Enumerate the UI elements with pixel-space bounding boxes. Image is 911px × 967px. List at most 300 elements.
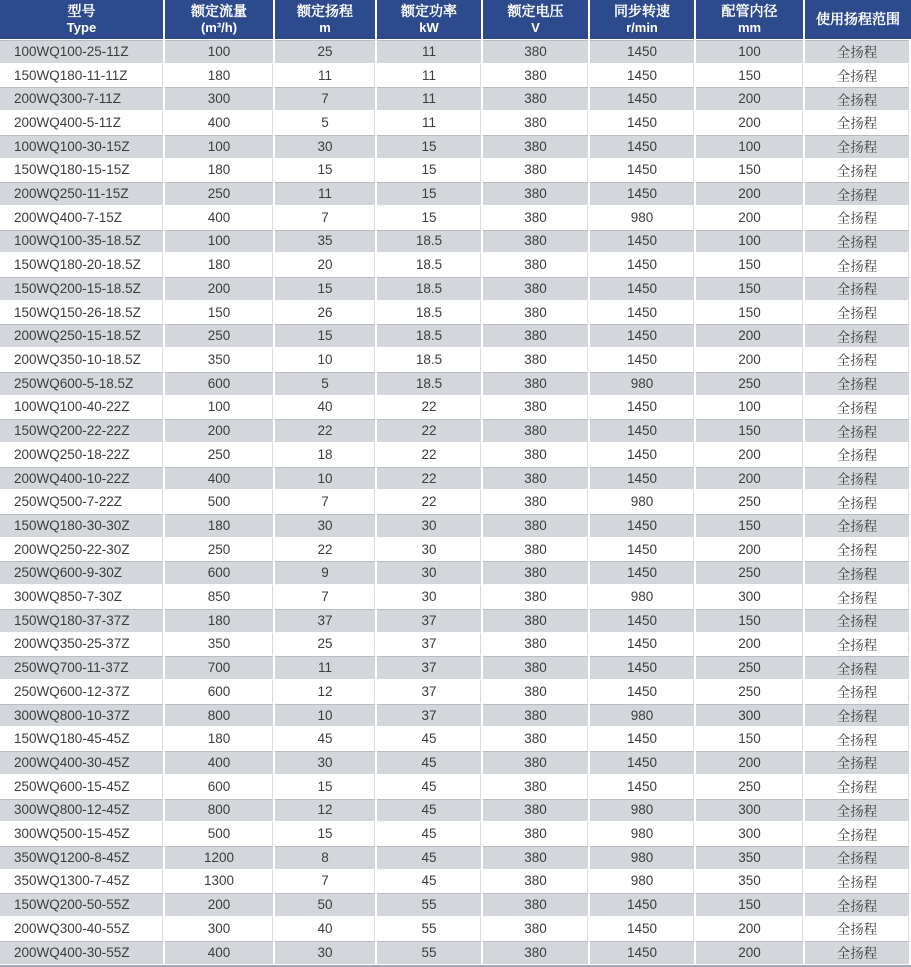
cell-range: 全扬程 xyxy=(805,372,911,396)
table-row xyxy=(0,751,911,775)
cell-range: 全扬程 xyxy=(805,656,911,680)
cell-flow: 350 xyxy=(165,633,275,657)
cell-voltage: 380 xyxy=(483,704,590,728)
column-header-voltage xyxy=(483,0,590,40)
table-row xyxy=(0,585,911,609)
cell-speed: 1450 xyxy=(590,751,696,775)
cell-model: 100WQ100-35-18.5Z xyxy=(0,230,165,254)
header-unit: r/min xyxy=(626,20,658,36)
cell-speed: 1450 xyxy=(590,324,696,348)
cell-voltage: 380 xyxy=(483,656,590,680)
table-row xyxy=(0,538,911,562)
table-row xyxy=(0,301,911,325)
cell-flow: 180 xyxy=(165,727,275,751)
table-row xyxy=(0,396,911,420)
cell-range: 全扬程 xyxy=(805,941,911,965)
cell-power: 37 xyxy=(377,704,483,728)
cell-model: 200WQ250-15-18.5Z xyxy=(0,324,165,348)
cell-power: 45 xyxy=(377,822,483,846)
cell-voltage: 380 xyxy=(483,751,590,775)
cell-power: 11 xyxy=(377,87,483,111)
cell-power: 22 xyxy=(377,467,483,491)
cell-voltage: 380 xyxy=(483,111,590,135)
cell-flow: 180 xyxy=(165,609,275,633)
cell-speed: 1450 xyxy=(590,561,696,585)
cell-head: 15 xyxy=(275,822,377,846)
cell-pipe: 200 xyxy=(696,467,805,491)
cell-flow: 300 xyxy=(165,87,275,111)
cell-flow: 200 xyxy=(165,277,275,301)
column-header-speed xyxy=(590,0,696,40)
cell-flow: 180 xyxy=(165,159,275,183)
cell-model: 250WQ600-9-30Z xyxy=(0,561,165,585)
cell-speed: 1450 xyxy=(590,680,696,704)
cell-model: 150WQ180-11-11Z xyxy=(0,64,165,88)
cell-pipe: 300 xyxy=(696,585,805,609)
cell-pipe: 200 xyxy=(696,538,805,562)
cell-speed: 1450 xyxy=(590,656,696,680)
cell-speed: 1450 xyxy=(590,396,696,420)
cell-voltage: 380 xyxy=(483,135,590,159)
cell-power: 11 xyxy=(377,64,483,88)
column-header-flow xyxy=(165,0,275,40)
cell-head: 7 xyxy=(275,206,377,230)
cell-pipe: 150 xyxy=(696,159,805,183)
header-label: 使用扬程范围 xyxy=(816,11,900,28)
cell-power: 22 xyxy=(377,490,483,514)
cell-range: 全扬程 xyxy=(805,40,911,64)
cell-pipe: 200 xyxy=(696,941,805,965)
column-header-model xyxy=(0,0,165,40)
table-row xyxy=(0,348,911,372)
cell-pipe: 200 xyxy=(696,443,805,467)
cell-range: 全扬程 xyxy=(805,253,911,277)
cell-head: 8 xyxy=(275,846,377,870)
cell-speed: 1450 xyxy=(590,135,696,159)
table-row xyxy=(0,846,911,870)
cell-power: 37 xyxy=(377,609,483,633)
cell-voltage: 380 xyxy=(483,467,590,491)
cell-voltage: 380 xyxy=(483,372,590,396)
cell-speed: 980 xyxy=(590,490,696,514)
cell-head: 30 xyxy=(275,751,377,775)
cell-voltage: 380 xyxy=(483,40,590,64)
table-row xyxy=(0,277,911,301)
cell-head: 11 xyxy=(275,182,377,206)
column-header-head xyxy=(275,0,377,40)
cell-power: 18.5 xyxy=(377,301,483,325)
table-row xyxy=(0,941,911,965)
cell-model: 100WQ100-40-22Z xyxy=(0,396,165,420)
cell-flow: 180 xyxy=(165,64,275,88)
header-label: 额定电压 xyxy=(507,2,564,19)
cell-flow: 350 xyxy=(165,348,275,372)
cell-speed: 980 xyxy=(590,870,696,894)
cell-pipe: 200 xyxy=(696,87,805,111)
cell-speed: 1450 xyxy=(590,419,696,443)
cell-head: 5 xyxy=(275,372,377,396)
cell-range: 全扬程 xyxy=(805,159,911,183)
cell-head: 20 xyxy=(275,253,377,277)
cell-pipe: 300 xyxy=(696,704,805,728)
table-row xyxy=(0,917,911,941)
cell-range: 全扬程 xyxy=(805,917,911,941)
cell-voltage: 380 xyxy=(483,419,590,443)
cell-range: 全扬程 xyxy=(805,893,911,917)
header-label: 同步转速 xyxy=(614,2,670,19)
cell-power: 18.5 xyxy=(377,253,483,277)
table-row xyxy=(0,253,911,277)
cell-voltage: 380 xyxy=(483,182,590,206)
table-row xyxy=(0,467,911,491)
cell-range: 全扬程 xyxy=(805,301,911,325)
column-header-range xyxy=(805,0,911,40)
cell-head: 15 xyxy=(275,159,377,183)
cell-range: 全扬程 xyxy=(805,775,911,799)
cell-model: 200WQ400-7-15Z xyxy=(0,206,165,230)
cell-model: 300WQ500-15-45Z xyxy=(0,822,165,846)
cell-pipe: 150 xyxy=(696,727,805,751)
cell-flow: 150 xyxy=(165,301,275,325)
cell-pipe: 150 xyxy=(696,301,805,325)
cell-power: 37 xyxy=(377,656,483,680)
cell-model: 150WQ180-30-30Z xyxy=(0,514,165,538)
cell-range: 全扬程 xyxy=(805,514,911,538)
cell-speed: 980 xyxy=(590,822,696,846)
table-row xyxy=(0,490,911,514)
cell-power: 18.5 xyxy=(377,372,483,396)
header-label: 额定流量 xyxy=(191,2,247,19)
cell-flow: 100 xyxy=(165,135,275,159)
cell-voltage: 380 xyxy=(483,680,590,704)
header-unit: m xyxy=(319,20,331,36)
cell-flow: 600 xyxy=(165,680,275,704)
cell-head: 7 xyxy=(275,870,377,894)
cell-pipe: 250 xyxy=(696,490,805,514)
cell-range: 全扬程 xyxy=(805,538,911,562)
cell-pipe: 150 xyxy=(696,253,805,277)
cell-speed: 1450 xyxy=(590,64,696,88)
table-row xyxy=(0,87,911,111)
cell-voltage: 380 xyxy=(483,159,590,183)
cell-voltage: 380 xyxy=(483,253,590,277)
cell-pipe: 250 xyxy=(696,680,805,704)
table-row xyxy=(0,799,911,823)
table-row xyxy=(0,727,911,751)
cell-flow: 250 xyxy=(165,538,275,562)
table-row xyxy=(0,609,911,633)
cell-speed: 1450 xyxy=(590,87,696,111)
cell-speed: 1450 xyxy=(590,893,696,917)
table-row xyxy=(0,230,911,254)
cell-speed: 1450 xyxy=(590,348,696,372)
table-row xyxy=(0,324,911,348)
table-header xyxy=(0,0,911,40)
cell-pipe: 200 xyxy=(696,348,805,372)
table-row xyxy=(0,419,911,443)
cell-speed: 980 xyxy=(590,799,696,823)
cell-head: 15 xyxy=(275,775,377,799)
cell-power: 22 xyxy=(377,419,483,443)
cell-flow: 250 xyxy=(165,182,275,206)
header-unit: Type xyxy=(66,20,97,36)
cell-model: 350WQ1200-8-45Z xyxy=(0,846,165,870)
cell-head: 12 xyxy=(275,799,377,823)
cell-voltage: 380 xyxy=(483,396,590,420)
column-header-pipe xyxy=(696,0,805,40)
cell-power: 45 xyxy=(377,775,483,799)
cell-range: 全扬程 xyxy=(805,277,911,301)
cell-power: 45 xyxy=(377,799,483,823)
cell-speed: 1450 xyxy=(590,775,696,799)
table-row xyxy=(0,561,911,585)
table-row xyxy=(0,775,911,799)
cell-head: 15 xyxy=(275,277,377,301)
header-row xyxy=(0,0,911,40)
cell-power: 22 xyxy=(377,396,483,420)
cell-flow: 400 xyxy=(165,941,275,965)
column-header-power xyxy=(377,0,483,40)
cell-pipe: 200 xyxy=(696,324,805,348)
cell-speed: 1450 xyxy=(590,467,696,491)
table-row xyxy=(0,182,911,206)
cell-pipe: 100 xyxy=(696,135,805,159)
cell-head: 37 xyxy=(275,609,377,633)
cell-head: 11 xyxy=(275,656,377,680)
cell-flow: 300 xyxy=(165,917,275,941)
cell-power: 37 xyxy=(377,633,483,657)
cell-speed: 1450 xyxy=(590,538,696,562)
cell-pipe: 100 xyxy=(696,396,805,420)
cell-flow: 180 xyxy=(165,253,275,277)
cell-pipe: 150 xyxy=(696,893,805,917)
cell-power: 15 xyxy=(377,182,483,206)
cell-model: 150WQ180-45-45Z xyxy=(0,727,165,751)
cell-pipe: 100 xyxy=(696,230,805,254)
cell-speed: 980 xyxy=(590,846,696,870)
cell-pipe: 300 xyxy=(696,799,805,823)
table-row xyxy=(0,111,911,135)
cell-model: 200WQ350-25-37Z xyxy=(0,633,165,657)
cell-flow: 800 xyxy=(165,704,275,728)
table-row xyxy=(0,870,911,894)
cell-range: 全扬程 xyxy=(805,846,911,870)
cell-range: 全扬程 xyxy=(805,751,911,775)
cell-speed: 980 xyxy=(590,585,696,609)
cell-flow: 100 xyxy=(165,230,275,254)
cell-model: 250WQ600-12-37Z xyxy=(0,680,165,704)
cell-model: 200WQ250-22-30Z xyxy=(0,538,165,562)
cell-voltage: 380 xyxy=(483,324,590,348)
cell-voltage: 380 xyxy=(483,727,590,751)
cell-flow: 500 xyxy=(165,822,275,846)
cell-flow: 800 xyxy=(165,799,275,823)
header-label: 额定功率 xyxy=(401,2,457,19)
cell-power: 30 xyxy=(377,514,483,538)
cell-power: 11 xyxy=(377,40,483,64)
table-row xyxy=(0,40,911,64)
cell-pipe: 350 xyxy=(696,846,805,870)
cell-model: 250WQ700-11-37Z xyxy=(0,656,165,680)
cell-model: 200WQ300-40-55Z xyxy=(0,917,165,941)
cell-voltage: 380 xyxy=(483,609,590,633)
cell-model: 250WQ600-5-18.5Z xyxy=(0,372,165,396)
cell-voltage: 380 xyxy=(483,64,590,88)
table-row xyxy=(0,633,911,657)
cell-speed: 1450 xyxy=(590,609,696,633)
cell-model: 350WQ1300-7-45Z xyxy=(0,870,165,894)
cell-pipe: 150 xyxy=(696,277,805,301)
cell-voltage: 380 xyxy=(483,633,590,657)
table-row xyxy=(0,893,911,917)
cell-pipe: 200 xyxy=(696,917,805,941)
cell-head: 30 xyxy=(275,135,377,159)
cell-range: 全扬程 xyxy=(805,443,911,467)
cell-voltage: 380 xyxy=(483,893,590,917)
cell-model: 250WQ600-15-45Z xyxy=(0,775,165,799)
cell-model: 150WQ200-15-18.5Z xyxy=(0,277,165,301)
cell-pipe: 250 xyxy=(696,656,805,680)
cell-range: 全扬程 xyxy=(805,822,911,846)
cell-speed: 1450 xyxy=(590,443,696,467)
cell-pipe: 250 xyxy=(696,372,805,396)
cell-head: 18 xyxy=(275,443,377,467)
table-row xyxy=(0,443,911,467)
header-unit: V xyxy=(531,20,540,36)
cell-voltage: 380 xyxy=(483,277,590,301)
cell-range: 全扬程 xyxy=(805,467,911,491)
cell-pipe: 150 xyxy=(696,419,805,443)
cell-pipe: 150 xyxy=(696,64,805,88)
header-label: 配管内径 xyxy=(721,2,778,19)
table-row xyxy=(0,64,911,88)
cell-range: 全扬程 xyxy=(805,135,911,159)
table-row xyxy=(0,135,911,159)
cell-flow: 400 xyxy=(165,206,275,230)
cell-power: 37 xyxy=(377,680,483,704)
cell-flow: 100 xyxy=(165,40,275,64)
cell-model: 200WQ350-10-18.5Z xyxy=(0,348,165,372)
cell-power: 45 xyxy=(377,727,483,751)
cell-flow: 400 xyxy=(165,111,275,135)
cell-head: 26 xyxy=(275,301,377,325)
cell-power: 45 xyxy=(377,751,483,775)
cell-pipe: 200 xyxy=(696,751,805,775)
cell-range: 全扬程 xyxy=(805,870,911,894)
cell-model: 100WQ100-25-11Z xyxy=(0,40,165,64)
cell-model: 150WQ200-50-55Z xyxy=(0,893,165,917)
table-row xyxy=(0,372,911,396)
cell-flow: 1200 xyxy=(165,846,275,870)
cell-power: 45 xyxy=(377,846,483,870)
cell-power: 55 xyxy=(377,941,483,965)
cell-voltage: 380 xyxy=(483,206,590,230)
cell-voltage: 380 xyxy=(483,775,590,799)
cell-head: 9 xyxy=(275,561,377,585)
cell-power: 55 xyxy=(377,917,483,941)
cell-range: 全扬程 xyxy=(805,111,911,135)
cell-range: 全扬程 xyxy=(805,799,911,823)
cell-head: 22 xyxy=(275,538,377,562)
cell-power: 15 xyxy=(377,206,483,230)
cell-model: 150WQ150-26-18.5Z xyxy=(0,301,165,325)
cell-voltage: 380 xyxy=(483,585,590,609)
cell-flow: 180 xyxy=(165,514,275,538)
cell-model: 200WQ400-10-22Z xyxy=(0,467,165,491)
cell-power: 18.5 xyxy=(377,277,483,301)
cell-range: 全扬程 xyxy=(805,230,911,254)
cell-head: 40 xyxy=(275,396,377,420)
cell-speed: 1450 xyxy=(590,230,696,254)
cell-head: 10 xyxy=(275,704,377,728)
cell-voltage: 380 xyxy=(483,538,590,562)
cell-power: 18.5 xyxy=(377,230,483,254)
cell-head: 22 xyxy=(275,419,377,443)
cell-pipe: 250 xyxy=(696,561,805,585)
cell-head: 11 xyxy=(275,64,377,88)
cell-range: 全扬程 xyxy=(805,490,911,514)
cell-power: 18.5 xyxy=(377,324,483,348)
cell-head: 5 xyxy=(275,111,377,135)
cell-pipe: 200 xyxy=(696,633,805,657)
cell-voltage: 380 xyxy=(483,941,590,965)
cell-range: 全扬程 xyxy=(805,561,911,585)
cell-speed: 980 xyxy=(590,372,696,396)
header-label: 型号 xyxy=(67,2,96,19)
cell-flow: 1300 xyxy=(165,870,275,894)
cell-speed: 1450 xyxy=(590,40,696,64)
cell-flow: 700 xyxy=(165,656,275,680)
cell-speed: 1450 xyxy=(590,253,696,277)
header-unit: (m³/h) xyxy=(200,20,238,36)
cell-range: 全扬程 xyxy=(805,396,911,420)
cell-range: 全扬程 xyxy=(805,680,911,704)
cell-range: 全扬程 xyxy=(805,609,911,633)
cell-voltage: 380 xyxy=(483,561,590,585)
cell-flow: 400 xyxy=(165,751,275,775)
cell-speed: 1450 xyxy=(590,633,696,657)
cell-pipe: 300 xyxy=(696,822,805,846)
table-body xyxy=(0,40,911,965)
cell-model: 150WQ200-22-22Z xyxy=(0,419,165,443)
cell-power: 15 xyxy=(377,159,483,183)
cell-power: 18.5 xyxy=(377,348,483,372)
cell-model: 300WQ800-10-37Z xyxy=(0,704,165,728)
cell-head: 30 xyxy=(275,514,377,538)
cell-model: 250WQ500-7-22Z xyxy=(0,490,165,514)
cell-speed: 1450 xyxy=(590,514,696,538)
cell-voltage: 380 xyxy=(483,443,590,467)
cell-flow: 600 xyxy=(165,775,275,799)
cell-speed: 1450 xyxy=(590,182,696,206)
cell-flow: 250 xyxy=(165,324,275,348)
cell-range: 全扬程 xyxy=(805,87,911,111)
cell-head: 35 xyxy=(275,230,377,254)
cell-head: 25 xyxy=(275,40,377,64)
cell-flow: 400 xyxy=(165,467,275,491)
cell-speed: 1450 xyxy=(590,277,696,301)
cell-model: 200WQ400-5-11Z xyxy=(0,111,165,135)
cell-speed: 1450 xyxy=(590,727,696,751)
header-label: 额定扬程 xyxy=(297,2,353,19)
cell-flow: 600 xyxy=(165,372,275,396)
cell-head: 12 xyxy=(275,680,377,704)
cell-flow: 200 xyxy=(165,893,275,917)
cell-model: 300WQ800-12-45Z xyxy=(0,799,165,823)
table-row xyxy=(0,680,911,704)
cell-speed: 1450 xyxy=(590,111,696,135)
cell-power: 30 xyxy=(377,538,483,562)
